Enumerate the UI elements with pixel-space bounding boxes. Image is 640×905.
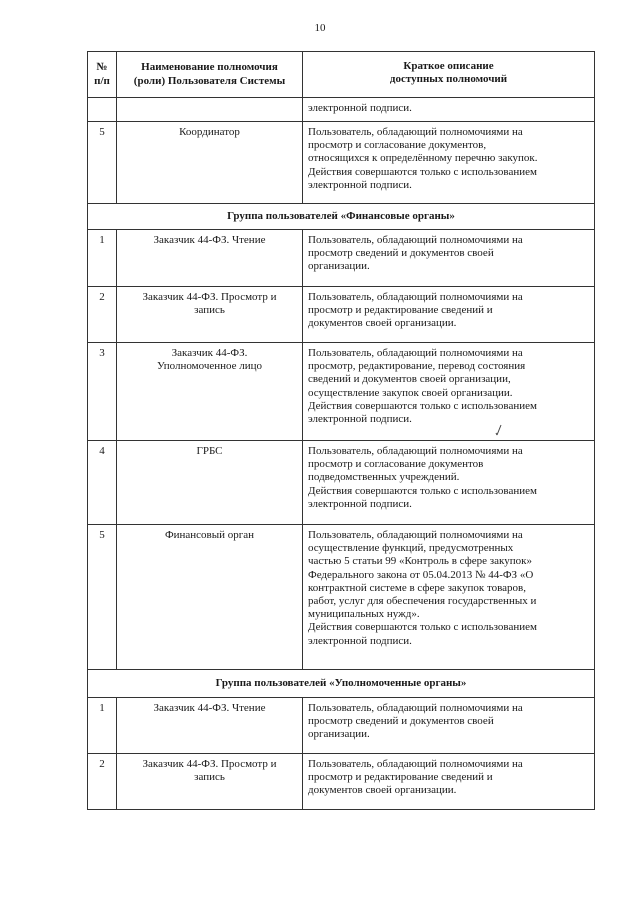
row-num: 2 (88, 287, 117, 343)
row-desc: Пользователь, обладающий полномочиями на осуществление функций, предусмотренных частью 5 статьи 99 «Контроль в сфере закупок» Федерального закона от 05.04.2013 № 44-ФЗ «О контрактной системе в сфере закупок товаров, работ, услуг для обеспечения государственных и муниципальных нужд». Действия совершаются только с использованием электронной подписи. (303, 525, 595, 670)
row-desc: Пользователь, обладающий полномочиями на просмотр и согласование документов, относящихся к определённому перечню закупок. Действия совершаются только с использованием электронной подписи. (303, 122, 595, 204)
row-num: 4 (88, 441, 117, 525)
roles-table (87, 51, 595, 810)
group-row-authorized (88, 670, 595, 698)
table-row-coordinator (88, 122, 595, 204)
row-num: 3 (88, 343, 117, 441)
row-desc: Пользователь, обладающий полномочиями на просмотр, редактирование, перевод состояния сведений и документов своей организации, осуществление закупок своей организации. Действия совершаются только с использованием электронной подписи. (303, 343, 595, 441)
page-number: 10 (314, 22, 326, 34)
table-row (88, 343, 595, 441)
row-num: 5 (88, 525, 117, 670)
table-row-continuation (88, 98, 595, 122)
row-name (117, 98, 303, 122)
table-row (88, 754, 595, 810)
header-num: № п/п (88, 52, 117, 98)
row-desc: Пользователь, обладающий полномочиями на просмотр и редактирование сведений и документов своей организации. (303, 754, 595, 810)
table-row (88, 230, 595, 287)
table-row (88, 287, 595, 343)
table-row (88, 441, 595, 525)
row-num: 5 (88, 122, 117, 204)
row-name: Заказчик 44-ФЗ. Чтение (117, 230, 303, 287)
row-name: Финансовый орган (117, 525, 303, 670)
row-name: Заказчик 44-ФЗ. Чтение (117, 698, 303, 754)
pen-mark-icon (494, 424, 504, 436)
row-desc: Пользователь, обладающий полномочиями на просмотр сведений и документов своей организации. (303, 698, 595, 754)
row-num: 2 (88, 754, 117, 810)
row-num (88, 98, 117, 122)
group-title: Группа пользователей «Финансовые органы» (88, 204, 595, 230)
header-name: Наименование полномочия (роли) Пользователя Системы (117, 52, 303, 98)
group-title: Группа пользователей «Уполномоченные органы» (88, 670, 595, 698)
group-row-finance (88, 204, 595, 230)
row-name: Заказчик 44-ФЗ. Просмотр и запись (117, 754, 303, 810)
row-name: ГРБС (117, 441, 303, 525)
row-name: Заказчик 44-ФЗ. Просмотр и запись (117, 287, 303, 343)
header-desc: Краткое описание доступных полномочий (303, 52, 595, 98)
table-header-row (88, 52, 595, 98)
row-desc: Пользователь, обладающий полномочиями на просмотр и редактирование сведений и документов своей организации. (303, 287, 595, 343)
table-row (88, 525, 595, 670)
row-num: 1 (88, 698, 117, 754)
row-desc: электронной подписи. (303, 98, 595, 122)
table-row (88, 698, 595, 754)
row-desc: Пользователь, обладающий полномочиями на просмотр и согласование документов подведомственных учреждений. Действия совершаются только с использованием электронной подписи. (303, 441, 595, 525)
row-name: Координатор (117, 122, 303, 204)
row-desc: Пользователь, обладающий полномочиями на просмотр сведений и документов своей организации. (303, 230, 595, 287)
row-num: 1 (88, 230, 117, 287)
row-name: Заказчик 44-ФЗ. Уполномоченное лицо (117, 343, 303, 441)
